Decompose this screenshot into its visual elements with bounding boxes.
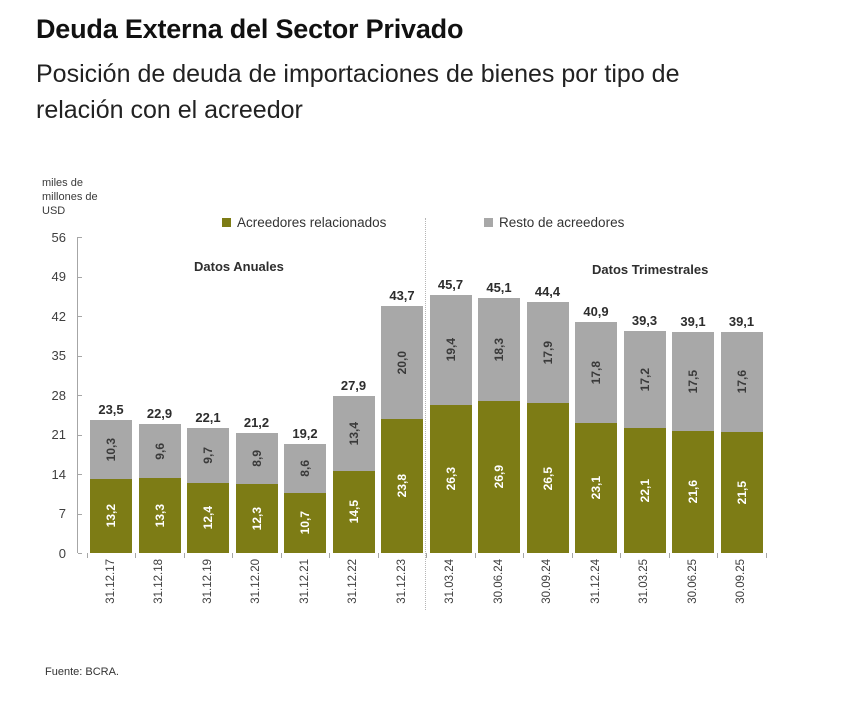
segment-value-label: 20,0 bbox=[395, 350, 409, 374]
bar-segment-rest bbox=[381, 306, 423, 419]
y-tick-label: 28 bbox=[51, 387, 66, 403]
bar-group-31.12.18 bbox=[139, 406, 181, 553]
bar-segment-rest bbox=[90, 420, 132, 478]
segment-value-label: 12,4 bbox=[201, 506, 215, 530]
x-tick-mark bbox=[475, 553, 476, 558]
x-axis-label-31.12.23: 31.12.23 bbox=[395, 559, 408, 604]
x-tick-mark bbox=[378, 553, 379, 558]
segment-value-label: 14,5 bbox=[346, 500, 361, 524]
segment-value-label: 26,5 bbox=[540, 466, 555, 490]
bar-total-label: 21,2 bbox=[243, 415, 270, 431]
y-tick-label: 35 bbox=[51, 348, 66, 363]
segment-value-label: 13,3 bbox=[152, 503, 167, 528]
x-tick-mark bbox=[135, 553, 136, 558]
bar-segment-rest bbox=[672, 332, 714, 431]
y-tick-mark bbox=[78, 356, 82, 357]
bar-segment-related bbox=[90, 479, 132, 553]
bar-segment-rest bbox=[624, 331, 666, 428]
bar-segment-related bbox=[575, 423, 617, 553]
segment-value-label: 9,7 bbox=[201, 447, 215, 464]
x-tick-mark bbox=[620, 553, 621, 558]
bar-segment-rest bbox=[478, 298, 520, 401]
x-tick-mark bbox=[87, 553, 88, 558]
y-tick-label: 21 bbox=[51, 427, 66, 442]
bar-segment-related bbox=[139, 478, 181, 553]
bar-total-label: 40,9 bbox=[583, 304, 609, 320]
y-tick-mark bbox=[78, 395, 82, 396]
bar-total-label: 19,2 bbox=[292, 426, 318, 442]
bar-group-31.12.19 bbox=[187, 410, 229, 553]
page-title: Deuda Externa del Sector Privado bbox=[36, 14, 464, 44]
legend-label-related: Acreedores relacionados bbox=[237, 215, 387, 230]
y-tick-mark bbox=[78, 435, 82, 436]
segment-value-label: 26,3 bbox=[443, 467, 458, 491]
x-axis-label-30.06.25: 30.06.25 bbox=[686, 559, 699, 604]
page-subtitle-line-1: Posición de deuda de importaciones de bienes por tipo de bbox=[36, 60, 680, 88]
x-tick-mark bbox=[329, 553, 330, 558]
bar-total-label: 43,7 bbox=[389, 287, 415, 303]
bar-segment-rest bbox=[430, 295, 472, 404]
y-tick-mark bbox=[78, 514, 82, 515]
bar-group-30.09.25 bbox=[721, 314, 763, 553]
legend-item-related bbox=[222, 215, 386, 230]
y-tick-label: 56 bbox=[51, 229, 66, 245]
segment-value-label: 26,9 bbox=[492, 465, 506, 489]
x-tick-mark bbox=[523, 553, 524, 558]
bar-segment-rest bbox=[527, 302, 569, 403]
bar-total-label: 27,9 bbox=[340, 377, 367, 393]
segment-value-label: 13,2 bbox=[104, 504, 118, 528]
segment-value-label: 22,1 bbox=[637, 478, 652, 503]
segment-value-label: 17,5 bbox=[686, 370, 700, 394]
x-tick-mark bbox=[572, 553, 573, 558]
x-axis-label-30.06.24: 30.06.24 bbox=[492, 559, 505, 604]
bar-group-31.12.17 bbox=[90, 402, 132, 553]
y-tick-label: 42 bbox=[51, 308, 66, 324]
y-tick-label: 49 bbox=[51, 269, 66, 284]
legend-swatch-rest-icon bbox=[484, 218, 493, 227]
x-axis-label-30.09.24: 30.09.24 bbox=[541, 559, 553, 604]
bar-total-label: 45,7 bbox=[437, 277, 464, 293]
bar-segment-related bbox=[672, 431, 714, 553]
bar-segment-rest bbox=[721, 332, 763, 431]
page-subtitle-line-2: relación con el acreedor bbox=[36, 96, 303, 124]
segment-value-label: 21,6 bbox=[686, 480, 700, 504]
bar-group-31.12.22 bbox=[333, 378, 375, 553]
x-axis-label-31.03.25: 31.03.25 bbox=[638, 559, 650, 604]
x-axis-label-31.03.24: 31.03.24 bbox=[444, 559, 456, 604]
bar-group-30.06.24 bbox=[478, 280, 520, 553]
bar-group-31.12.21 bbox=[284, 426, 326, 553]
y-tick-mark bbox=[78, 277, 82, 278]
bar-segment-rest bbox=[575, 322, 617, 422]
bar-group-31.12.23 bbox=[381, 288, 423, 553]
bar-segment-related bbox=[333, 471, 375, 553]
bar-total-label: 22,9 bbox=[146, 405, 173, 421]
bar-segment-related bbox=[187, 483, 229, 553]
segment-value-label: 17,6 bbox=[734, 370, 749, 394]
bar-total-label: 39,3 bbox=[631, 313, 658, 329]
x-tick-mark bbox=[232, 553, 233, 558]
section-label-quarterly: Datos Trimestrales bbox=[592, 262, 709, 277]
segment-value-label: 10,3 bbox=[104, 437, 118, 462]
y-tick-label: 0 bbox=[58, 545, 66, 561]
x-tick-mark bbox=[669, 553, 670, 558]
section-label-annual: Datos Anuales bbox=[194, 259, 284, 274]
y-tick-mark bbox=[78, 474, 82, 475]
bar-segment-rest bbox=[284, 444, 326, 493]
bar-total-label: 45,1 bbox=[486, 279, 512, 295]
segment-value-label: 10,7 bbox=[298, 511, 312, 535]
bar-segment-rest bbox=[333, 396, 375, 472]
bar-total-label: 44,4 bbox=[534, 284, 561, 300]
segment-value-label: 23,8 bbox=[395, 474, 409, 498]
source-note: Fuente: BCRA. bbox=[45, 666, 119, 678]
y-tick-label: 7 bbox=[58, 506, 66, 521]
x-axis-label-31.12.24: 31.12.24 bbox=[589, 559, 602, 604]
legend-item-rest bbox=[484, 215, 624, 230]
bar-segment-related bbox=[236, 484, 278, 553]
segment-value-label: 17,2 bbox=[637, 368, 652, 392]
y-tick-mark bbox=[78, 316, 82, 317]
x-axis-label-31.12.20: 31.12.20 bbox=[250, 559, 262, 604]
x-axis-label-31.12.21: 31.12.21 bbox=[298, 559, 311, 604]
x-axis-label-31.12.22: 31.12.22 bbox=[347, 559, 359, 604]
bar-segment-related bbox=[284, 493, 326, 553]
y-tick-mark bbox=[78, 237, 82, 238]
segment-value-label: 21,5 bbox=[734, 480, 749, 505]
x-tick-mark bbox=[426, 553, 427, 558]
y-tick-label: 14 bbox=[51, 466, 66, 482]
segment-value-label: 19,4 bbox=[443, 338, 458, 362]
segment-value-label: 8,6 bbox=[298, 460, 312, 477]
bar-segment-related bbox=[624, 428, 666, 553]
bar-segment-related bbox=[527, 403, 569, 553]
segment-value-label: 9,6 bbox=[152, 442, 167, 460]
segment-value-label: 12,3 bbox=[249, 506, 264, 530]
bar-group-30.06.25 bbox=[672, 314, 714, 553]
bar-segment-rest bbox=[236, 433, 278, 483]
x-tick-mark bbox=[184, 553, 185, 558]
x-axis-label-31.12.19: 31.12.19 bbox=[201, 559, 214, 604]
bar-group-31.03.25 bbox=[624, 313, 666, 553]
bar-segment-related bbox=[430, 405, 472, 553]
y-tick-mark bbox=[78, 553, 82, 554]
bar-group-31.12.24 bbox=[575, 304, 617, 553]
segment-value-label: 17,8 bbox=[589, 360, 603, 385]
segment-value-label: 23,1 bbox=[589, 476, 603, 500]
bar-segment-related bbox=[478, 401, 520, 553]
bar-segment-related bbox=[721, 432, 763, 553]
y-axis-unit-label: miles de millones de USD bbox=[42, 177, 98, 217]
bar-group-30.09.24 bbox=[527, 284, 569, 553]
segment-value-label: 8,9 bbox=[249, 450, 264, 467]
bar-group-31.12.20 bbox=[236, 415, 278, 553]
segment-value-label: 13,4 bbox=[346, 421, 361, 446]
legend-swatch-related-icon bbox=[222, 218, 231, 227]
plot-area bbox=[90, 237, 780, 553]
legend-label-rest: Resto de acreedores bbox=[499, 215, 625, 230]
bar-total-label: 39,1 bbox=[728, 314, 755, 330]
x-axis-label-31.12.17: 31.12.17 bbox=[104, 559, 117, 604]
bar-segment-related bbox=[381, 419, 423, 553]
bar-total-label: 23,5 bbox=[98, 402, 124, 418]
segment-value-label: 18,3 bbox=[492, 337, 506, 362]
x-tick-mark bbox=[717, 553, 718, 558]
bar-segment-rest bbox=[187, 428, 229, 483]
bar-segment-rest bbox=[139, 424, 181, 478]
segment-value-label: 17,9 bbox=[540, 341, 555, 365]
x-tick-mark bbox=[766, 553, 767, 558]
x-tick-mark bbox=[281, 553, 282, 558]
bar-total-label: 39,1 bbox=[680, 314, 706, 330]
bar-total-label: 22,1 bbox=[195, 410, 221, 426]
x-axis-label-30.09.25: 30.09.25 bbox=[735, 559, 747, 604]
x-axis-label-31.12.18: 31.12.18 bbox=[153, 559, 165, 604]
bar-group-31.03.24 bbox=[430, 277, 472, 553]
